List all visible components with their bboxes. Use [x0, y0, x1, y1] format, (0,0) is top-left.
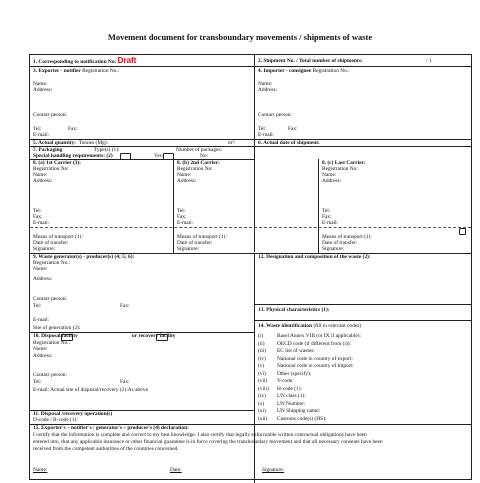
- waste-code-field[interactable]: UN class (1):: [277, 393, 306, 399]
- box4-name[interactable]: Name:: [258, 81, 273, 87]
- waste-code-field[interactable]: National code in country of import:: [277, 363, 354, 369]
- carrier-3-means[interactable]: Means of transport (1):: [322, 234, 372, 240]
- box12-label: 12. Designation and composition of the waste (2):: [258, 254, 371, 260]
- waste-code-number: (viii): [258, 385, 269, 392]
- waste-code-field[interactable]: Y-code:: [277, 378, 294, 384]
- box3-email[interactable]: E-mail:: [33, 132, 50, 138]
- waste-code-number: (iv): [258, 355, 266, 362]
- waste-code-number: (ii): [258, 340, 265, 347]
- carrier-2-tel[interactable]: Tel:: [177, 208, 186, 214]
- box3-label: 3. Exporter - notifier Registration No.:: [33, 68, 120, 74]
- carrier-1-name[interactable]: Name:: [33, 172, 48, 178]
- box4-fax[interactable]: Fax:: [288, 126, 298, 132]
- carrier-2-email[interactable]: E-mail:: [177, 220, 194, 226]
- box3-name[interactable]: Name:: [33, 81, 48, 87]
- declaration-line-3: received from the competent authorities of the countries concerned.: [33, 446, 179, 452]
- box9-address[interactable]: Address:: [33, 276, 53, 282]
- box3-tel[interactable]: Tel:: [33, 126, 42, 132]
- declaration-line-1: I certify that the information is complete and correct to my best knowledge. I also certify that legally enforceable written contractual obligations have been: [33, 432, 367, 438]
- box7-yes: Yes:: [154, 153, 164, 159]
- box1-label: 1. Corresponding to notification No: Draft: [33, 56, 137, 65]
- carrier-2-label: 8. (b) 2nd Carrier:: [177, 160, 220, 166]
- waste-code-number: (vi): [258, 370, 266, 377]
- movement-document-form: [29, 54, 472, 480]
- box9-tel[interactable]: Tel:: [33, 303, 42, 309]
- box10-fax[interactable]: Fax:: [120, 379, 130, 385]
- carrier-1-fax[interactable]: Fax:: [33, 214, 43, 220]
- box10-or: or recovery facility: [132, 333, 176, 339]
- carrier-3-reg[interactable]: Registration No:: [322, 166, 358, 172]
- carrier-1-tel[interactable]: Tel:: [33, 208, 42, 214]
- box7-label: 7. Packaging: [33, 147, 63, 153]
- declaration-signature[interactable]: Signature:: [262, 467, 285, 473]
- carrier-1-date[interactable]: Date of transfer:: [33, 240, 69, 246]
- box4-contact[interactable]: Contact person:: [258, 112, 292, 118]
- waste-code-number: (v): [258, 363, 265, 369]
- box9-label: 9. Waste generator(s) - producer(s) (4; 5; 6):: [33, 254, 135, 260]
- carrier-2-means[interactable]: Means of transport (1):: [177, 234, 227, 240]
- recovery-facility-checkbox[interactable]: [156, 334, 168, 341]
- box7-types[interactable]: Type(s) (1):: [94, 147, 120, 153]
- document-title: Movement document for transboundary movements / shipments of waste: [107, 32, 373, 42]
- waste-code-number: (iii): [258, 348, 267, 354]
- carrier-2-fax[interactable]: Fax:: [177, 214, 187, 220]
- center-divider-bottom: [254, 253, 255, 483]
- carrier-3-signature[interactable]: Signature:: [322, 246, 345, 252]
- box2-value: / 1: [426, 58, 432, 64]
- box6-label: 6. Actual date of shipment:: [258, 140, 320, 146]
- box4-email[interactable]: E-mail:: [258, 132, 275, 138]
- dashed-separator: [30, 227, 471, 228]
- box10-name[interactable]: Name:: [33, 346, 48, 352]
- carrier-divider-1: [173, 159, 174, 253]
- waste-code-field[interactable]: National code in country of export:: [277, 355, 353, 362]
- carrier-2-address[interactable]: Address:: [177, 178, 197, 184]
- divider: [30, 66, 471, 67]
- box11-code[interactable]: D-code / R-code (1):: [33, 417, 78, 423]
- box3-contact[interactable]: Contact person:: [33, 112, 67, 118]
- box9-reg[interactable]: Registration No.:: [33, 260, 71, 266]
- box5-m3[interactable]: m³:: [228, 140, 236, 146]
- waste-code-field[interactable]: Basel Annex VIII (or IX if applicable):: [277, 333, 362, 339]
- declaration-line-2: entered into, that any applicable insurance or other financial guarantee is in force covering the transboundary movement and that all necessary consents have been: [33, 439, 383, 445]
- box3-fax[interactable]: Fax:: [68, 126, 78, 132]
- box7-special: Special handling requirements: (2): [33, 153, 113, 159]
- carrier-3-tel[interactable]: Tel:: [322, 208, 331, 214]
- waste-code-field[interactable]: UN Shipping name:: [277, 408, 321, 414]
- waste-code-number: (xii): [258, 415, 268, 422]
- box10-label: 10. Disposal facility: [33, 333, 78, 339]
- carrier-3-date[interactable]: Date of transfer:: [322, 240, 358, 246]
- box14-label: 14. Waste identification (fill in relevant codes): [258, 323, 362, 329]
- divider: [254, 320, 471, 321]
- carrier-1-address[interactable]: Address:: [33, 178, 53, 184]
- box9-email[interactable]: E-mail:: [33, 317, 50, 323]
- carrier-3-fax[interactable]: Fax:: [322, 214, 332, 220]
- carrier-1-email[interactable]: E-mail:: [33, 220, 50, 226]
- box7-no: No:: [200, 153, 209, 159]
- waste-code-field[interactable]: H-code (1):: [277, 385, 302, 392]
- draft-stamp: Draft: [117, 56, 137, 65]
- carrier-1-signature[interactable]: Signature:: [33, 246, 56, 252]
- carrier-divider-2: [318, 159, 319, 253]
- center-divider-top: [254, 55, 255, 252]
- waste-code-field[interactable]: OECD code (if different from (i)):: [277, 340, 351, 347]
- waste-code-field[interactable]: UN Number:: [277, 400, 306, 407]
- carrier-1-label: 8. (a) 1st Carrier (3):: [33, 160, 81, 166]
- box5-label: 5. Actual quantity: Tonnes (Mg):: [33, 140, 109, 146]
- waste-code-number: (i): [258, 333, 264, 339]
- box15-label: 15. Exporter's – notifier's / generator's – producer's (4) declaration:: [33, 425, 189, 431]
- box4-label: 4. Importer - consignee Registration No.:: [258, 68, 350, 74]
- box9-site[interactable]: Site of generation (2):: [33, 325, 81, 331]
- carrier-3-address[interactable]: Address:: [322, 178, 342, 184]
- carrier-1-means[interactable]: Means of transport (1):: [33, 234, 83, 240]
- waste-code-number: (vii): [258, 378, 268, 384]
- box10-reg[interactable]: Registration No.:: [33, 340, 71, 346]
- carrier-2-reg[interactable]: Registration No:: [177, 166, 213, 172]
- box3-address[interactable]: Address:: [33, 87, 53, 93]
- box2-label: 2. Shipment No. / Total number of shipments:: [258, 58, 363, 64]
- carrier-checkbox[interactable]: [459, 228, 466, 235]
- waste-code-field[interactable]: Other (specify):: [277, 370, 312, 377]
- waste-code-field[interactable]: EC list of wastes:: [277, 348, 315, 354]
- box4-address[interactable]: Address:: [258, 87, 278, 93]
- divider: [254, 304, 471, 305]
- box10-address[interactable]: Address:: [33, 353, 53, 359]
- box9-fax[interactable]: Fax:: [120, 303, 130, 309]
- carrier-2-name[interactable]: Name:: [177, 172, 192, 178]
- waste-code-number: (ix): [258, 393, 266, 399]
- declaration-date[interactable]: Date:: [170, 467, 182, 473]
- carrier-3-label: 8. (c) Last Carrier:: [322, 160, 366, 166]
- box10-email-site[interactable]: E-mail: Actual site of disposal/recovery (2):As above: [33, 387, 148, 393]
- waste-code-number: (xi): [258, 408, 266, 414]
- waste-code-number: (x): [258, 400, 265, 407]
- box9-contact[interactable]: Contact person:: [33, 296, 67, 302]
- carrier-1-reg[interactable]: Registration No:: [33, 166, 69, 172]
- carrier-3-name[interactable]: Name:: [322, 172, 337, 178]
- carrier-2-date[interactable]: Date of transfer:: [177, 240, 213, 246]
- box4-tel[interactable]: Tel:: [258, 126, 267, 132]
- box7-packages[interactable]: Number of packages:: [176, 147, 223, 153]
- carrier-3-email[interactable]: E-mail:: [322, 220, 339, 226]
- box10-tel[interactable]: Tel:: [33, 379, 42, 385]
- box13-label: 13. Physical characteristics (1):: [258, 307, 330, 313]
- declaration-name[interactable]: Name:: [33, 467, 48, 473]
- waste-code-field[interactable]: Customs code(s) (HS):: [277, 415, 327, 422]
- box11-label: 11. Disposal /recovery operation(s): [33, 411, 113, 417]
- carrier-2-signature[interactable]: Signature:: [177, 246, 200, 252]
- box9-name[interactable]: Name:: [33, 266, 48, 272]
- box10-contact[interactable]: Contact person:: [33, 372, 67, 378]
